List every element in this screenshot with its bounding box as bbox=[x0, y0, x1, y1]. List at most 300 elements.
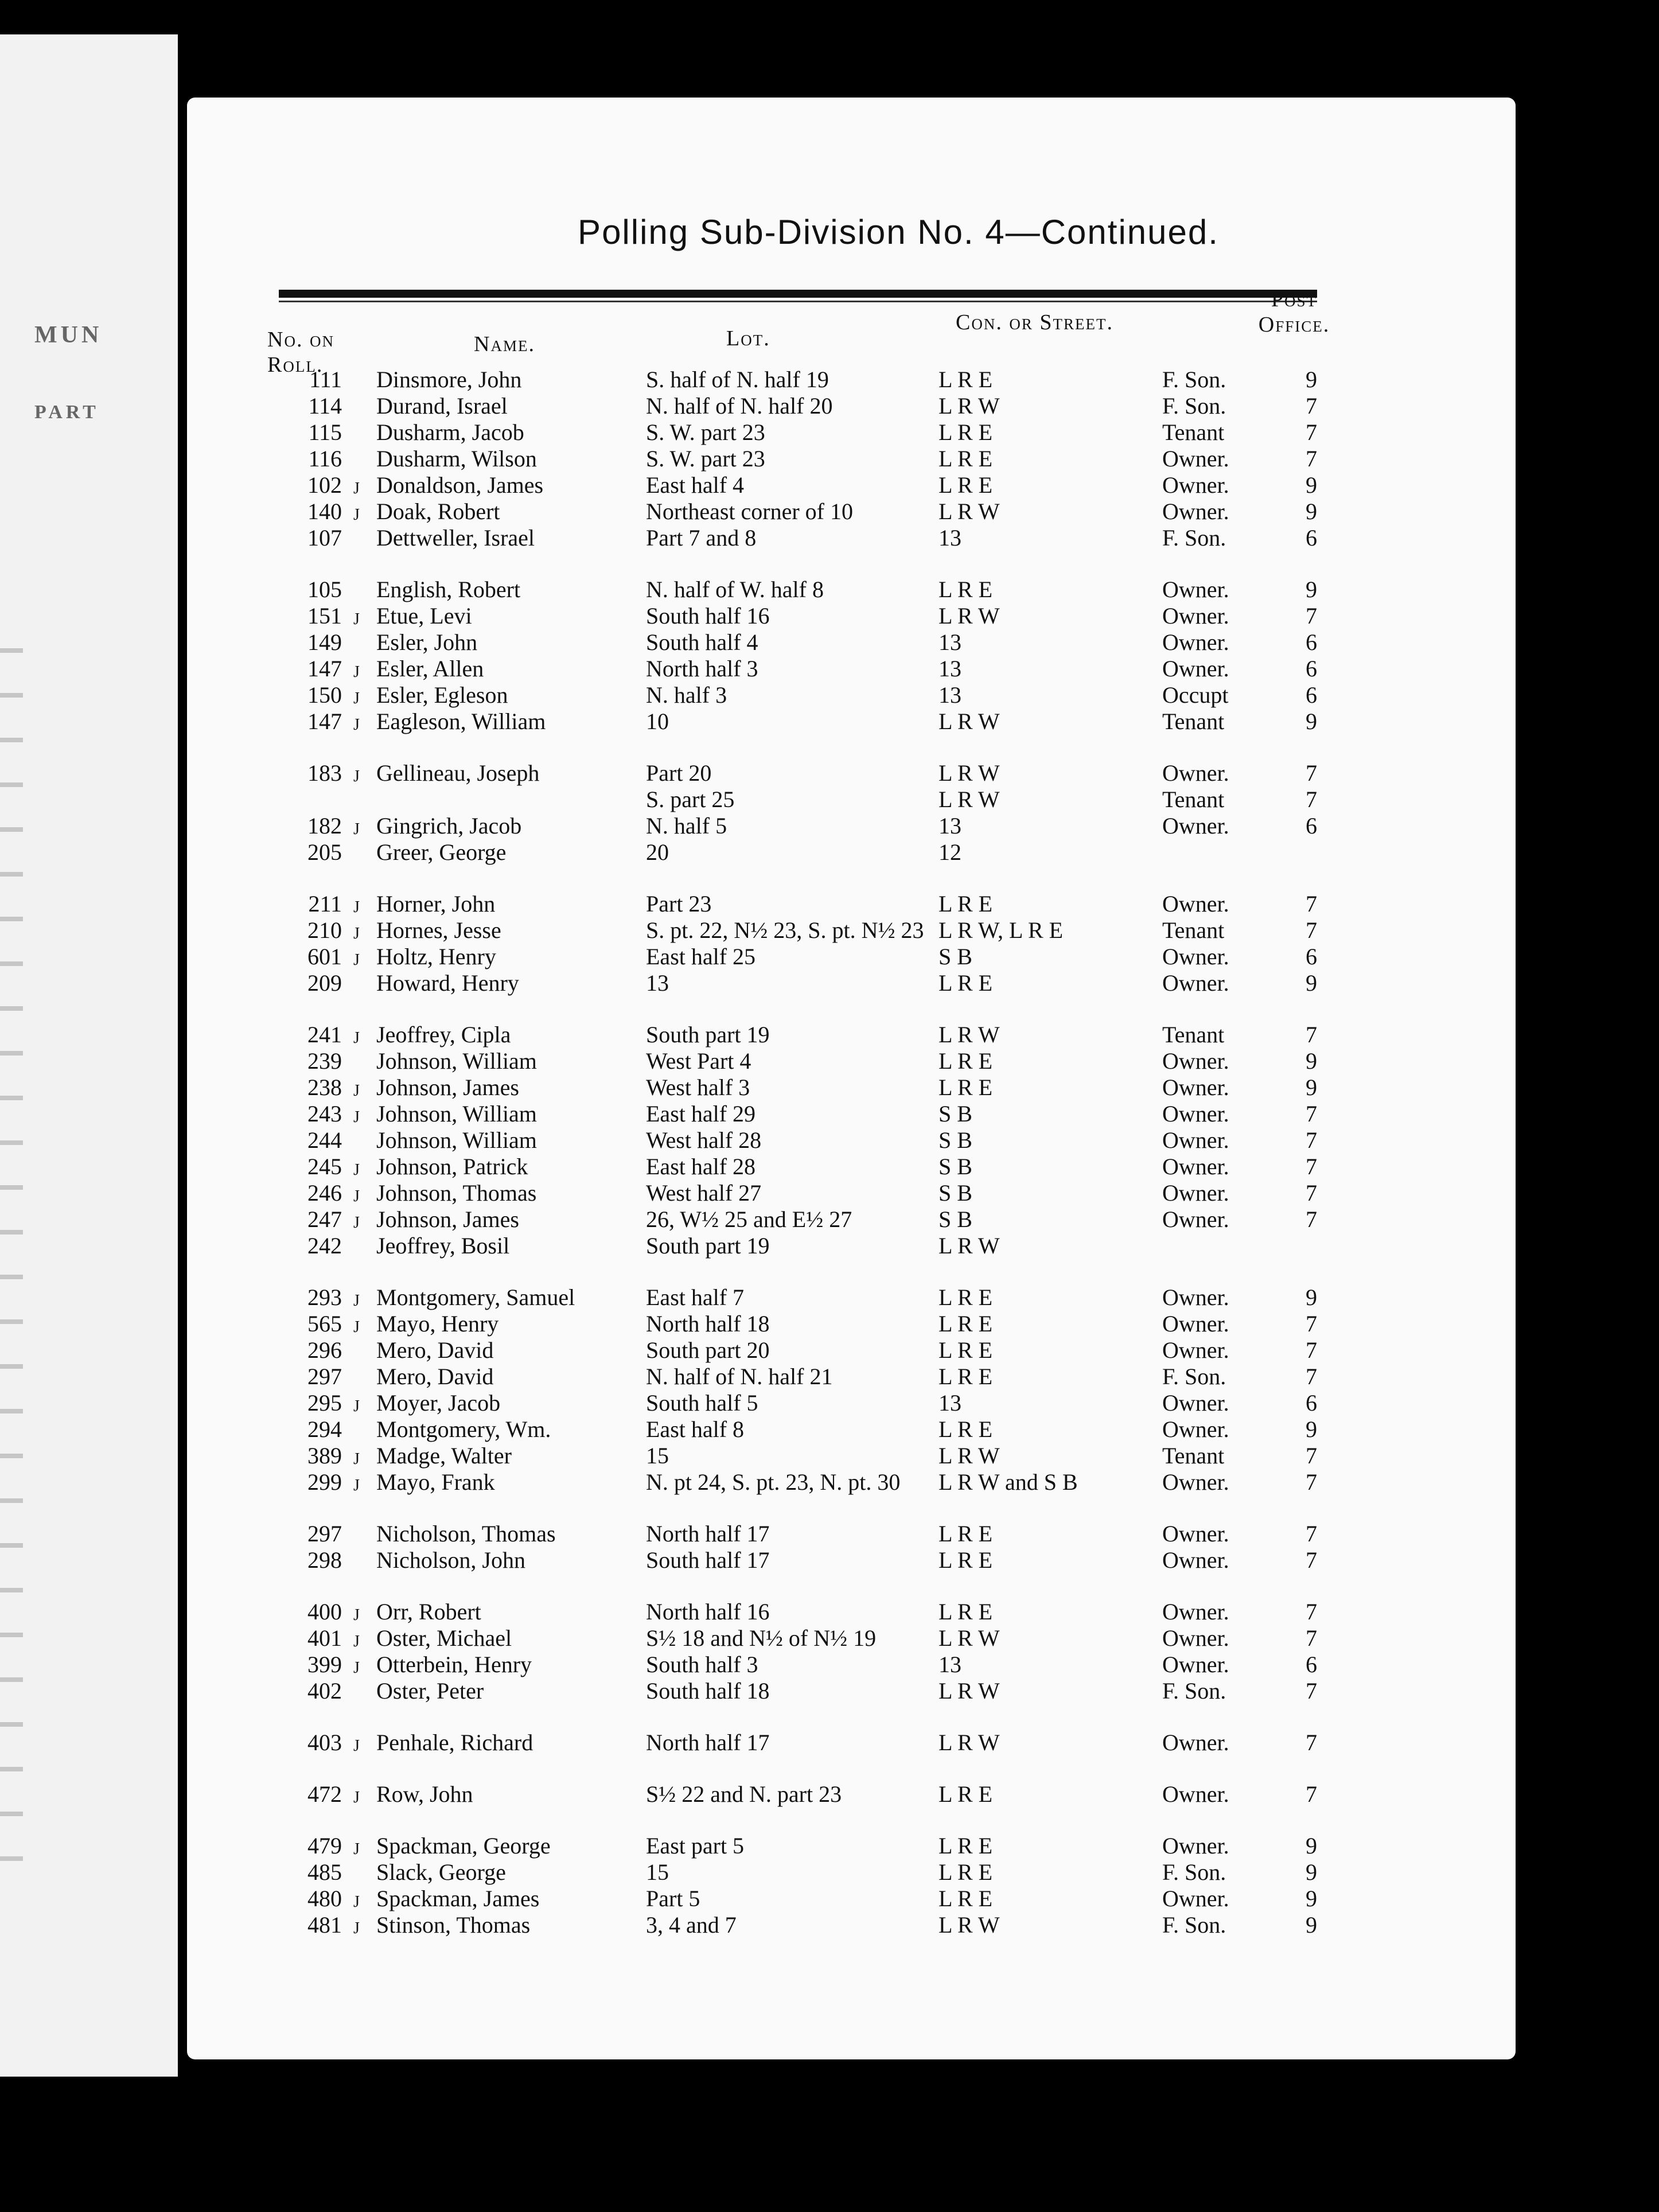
post-office-number: 7 bbox=[1306, 446, 1317, 472]
post-office-number: 6 bbox=[1306, 682, 1317, 708]
roll-number: 402 bbox=[307, 1678, 342, 1704]
voter-status: Owner. bbox=[1162, 1730, 1229, 1755]
juror-mark: J bbox=[353, 1397, 360, 1415]
lot-description: 20 bbox=[646, 839, 669, 865]
voter-status: Owner. bbox=[1162, 1101, 1229, 1127]
concession-street: 13 bbox=[938, 656, 961, 681]
juror-mark: J bbox=[353, 1161, 360, 1179]
lot-description: N. half of W. half 8 bbox=[646, 577, 824, 602]
concession-street: 13 bbox=[938, 1652, 961, 1677]
table-row bbox=[187, 813, 1516, 839]
juror-mark: J bbox=[353, 1893, 360, 1911]
lot-description: South half 17 bbox=[646, 1547, 770, 1573]
voter-name: Dusharm, Wilson bbox=[376, 446, 537, 472]
voter-name: Johnson, William bbox=[376, 1127, 537, 1153]
lot-description: 26, W½ 25 and E½ 27 bbox=[646, 1206, 852, 1232]
voter-status: Owner. bbox=[1162, 1652, 1229, 1677]
table-row bbox=[187, 1913, 1516, 1938]
table-row bbox=[187, 499, 1516, 524]
juror-mark: J bbox=[353, 690, 360, 707]
voter-status: Owner. bbox=[1162, 813, 1229, 839]
juror-mark: J bbox=[353, 1214, 360, 1232]
lot-description: 13 bbox=[646, 970, 669, 996]
voter-status: Owner. bbox=[1162, 1154, 1229, 1179]
post-office-number: 7 bbox=[1306, 1730, 1317, 1755]
roll-number: 485 bbox=[307, 1859, 342, 1885]
table-row bbox=[187, 1207, 1516, 1232]
table-row bbox=[187, 683, 1516, 708]
concession-street: L R E bbox=[938, 1048, 993, 1074]
concession-street: L R W bbox=[938, 1233, 1000, 1259]
concession-street: L R W bbox=[938, 1730, 1000, 1755]
roll-number: 293 bbox=[307, 1284, 342, 1310]
voter-name: Esler, Allen bbox=[376, 656, 484, 681]
voter-name: Montgomery, Wm. bbox=[376, 1416, 551, 1442]
concession-street: L R W bbox=[938, 393, 1000, 419]
roll-number: 399 bbox=[307, 1652, 342, 1677]
voter-status: Tenant bbox=[1162, 786, 1225, 812]
voter-name: Dusharm, Jacob bbox=[376, 419, 524, 445]
left-page-heading-fragment: MUN bbox=[34, 322, 103, 348]
lot-description: South half 18 bbox=[646, 1678, 770, 1704]
roll-number: 295 bbox=[307, 1390, 342, 1416]
table-row bbox=[187, 1626, 1516, 1651]
post-office-number: 9 bbox=[1306, 577, 1317, 602]
concession-street: L R E bbox=[938, 419, 993, 445]
table-row bbox=[187, 1833, 1516, 1859]
post-office-number: 7 bbox=[1306, 1547, 1317, 1573]
voter-status: Owner. bbox=[1162, 1284, 1229, 1310]
juror-mark: J bbox=[353, 1737, 360, 1755]
voter-name: Moyer, Jacob bbox=[376, 1390, 501, 1416]
title-rule bbox=[279, 290, 1317, 298]
lot-description: West half 28 bbox=[646, 1127, 762, 1153]
voter-name: Madge, Walter bbox=[376, 1443, 512, 1469]
lot-description: East half 25 bbox=[646, 944, 756, 969]
juror-mark: J bbox=[353, 1187, 360, 1205]
post-office-number: 7 bbox=[1306, 1521, 1317, 1547]
concession-street: 13 bbox=[938, 813, 961, 839]
voter-status: Owner. bbox=[1162, 1337, 1229, 1363]
concession-street: 13 bbox=[938, 629, 961, 655]
table-row bbox=[187, 473, 1516, 498]
voter-name: Mero, David bbox=[376, 1337, 494, 1363]
post-office-number: 7 bbox=[1306, 917, 1317, 943]
table-row bbox=[187, 1443, 1516, 1469]
concession-street: L R W bbox=[938, 603, 1000, 629]
lot-description: 15 bbox=[646, 1859, 669, 1885]
concession-street: S B bbox=[938, 944, 972, 969]
voter-name: Mero, David bbox=[376, 1364, 494, 1389]
voter-name: Johnson, Thomas bbox=[376, 1180, 537, 1206]
post-office-number: 7 bbox=[1306, 1364, 1317, 1389]
concession-street: L R E bbox=[938, 1311, 993, 1337]
roll-number: 205 bbox=[307, 839, 342, 865]
voter-status: Owner. bbox=[1162, 603, 1229, 629]
concession-street: L R E bbox=[938, 367, 993, 392]
lot-description: East half 4 bbox=[646, 472, 745, 498]
table-row bbox=[187, 1338, 1516, 1363]
post-office-number: 9 bbox=[1306, 499, 1317, 524]
concession-street: L R E bbox=[938, 970, 993, 996]
table-row bbox=[187, 1233, 1516, 1259]
lot-description: S½ 18 and N½ of N½ 19 bbox=[646, 1625, 877, 1651]
voter-status: Owner. bbox=[1162, 1781, 1229, 1807]
juror-mark: J bbox=[353, 610, 360, 628]
post-office-number: 7 bbox=[1306, 603, 1317, 629]
voter-status: F. Son. bbox=[1162, 1678, 1226, 1704]
voter-status: Owner. bbox=[1162, 446, 1229, 472]
page-title: Polling Sub-Division No. 4—Continued. bbox=[578, 213, 1219, 251]
juror-mark: J bbox=[353, 1450, 360, 1468]
voter-name: Johnson, James bbox=[376, 1074, 519, 1100]
lot-description: Part 23 bbox=[646, 891, 712, 917]
voter-name: Hornes, Jesse bbox=[376, 917, 501, 943]
roll-number: 149 bbox=[307, 629, 342, 655]
table-row bbox=[187, 1886, 1516, 1911]
juror-mark: J bbox=[353, 1108, 360, 1126]
lot-description: S½ 22 and N. part 23 bbox=[646, 1781, 842, 1807]
concession-street: L R E bbox=[938, 1833, 993, 1859]
voter-name: Horner, John bbox=[376, 891, 496, 917]
voter-name: Howard, Henry bbox=[376, 970, 519, 996]
juror-mark: J bbox=[353, 951, 360, 969]
table-row bbox=[187, 1730, 1516, 1755]
lot-description: Part 7 and 8 bbox=[646, 525, 757, 551]
voter-name: Eagleson, William bbox=[376, 708, 546, 734]
table-row bbox=[187, 787, 1516, 812]
lot-description: S. part 25 bbox=[646, 786, 735, 812]
juror-mark: J bbox=[353, 820, 360, 838]
table-row bbox=[187, 446, 1516, 472]
voter-status: F. Son. bbox=[1162, 393, 1226, 419]
voter-name: Stinson, Thomas bbox=[376, 1912, 531, 1938]
voter-name: Holtz, Henry bbox=[376, 944, 496, 969]
table-row bbox=[187, 971, 1516, 996]
post-office-number: 7 bbox=[1306, 1154, 1317, 1179]
concession-street: 13 bbox=[938, 1390, 961, 1416]
title-rule-thin bbox=[279, 301, 1317, 302]
header-con-street: Con. or Street. bbox=[956, 310, 1113, 334]
voter-status: Owner. bbox=[1162, 499, 1229, 524]
roll-number: 140 bbox=[307, 499, 342, 524]
lot-description: North half 16 bbox=[646, 1599, 770, 1625]
voter-name: Oster, Michael bbox=[376, 1625, 512, 1651]
lot-description: S. W. part 23 bbox=[646, 446, 765, 472]
table-row bbox=[187, 1154, 1516, 1179]
lot-description: East half 29 bbox=[646, 1101, 756, 1127]
roll-number: 183 bbox=[307, 760, 342, 786]
concession-street: L R E bbox=[938, 1886, 993, 1911]
header-lot: Lot. bbox=[726, 326, 770, 351]
lot-description: South half 3 bbox=[646, 1652, 758, 1677]
lot-description: South half 4 bbox=[646, 629, 758, 655]
post-office-number: 7 bbox=[1306, 1180, 1317, 1206]
roll-number: 294 bbox=[307, 1416, 342, 1442]
juror-mark: J bbox=[353, 925, 360, 943]
post-office-number: 7 bbox=[1306, 891, 1317, 917]
voter-status: Owner. bbox=[1162, 891, 1229, 917]
post-office-number: 9 bbox=[1306, 1886, 1317, 1911]
roll-number: 210 bbox=[307, 917, 342, 943]
concession-street: S B bbox=[938, 1180, 972, 1206]
juror-mark: J bbox=[353, 1789, 360, 1806]
voter-status: F. Son. bbox=[1162, 525, 1226, 551]
concession-street: L R E bbox=[938, 1416, 993, 1442]
post-office-number: 9 bbox=[1306, 1833, 1317, 1859]
roll-number: 182 bbox=[307, 813, 342, 839]
table-row bbox=[187, 891, 1516, 917]
voter-name: Mayo, Frank bbox=[376, 1469, 495, 1495]
voter-status: Owner. bbox=[1162, 1180, 1229, 1206]
voter-status: Tenant bbox=[1162, 1443, 1225, 1469]
post-office-number: 7 bbox=[1306, 1625, 1317, 1651]
post-office-number: 9 bbox=[1306, 970, 1317, 996]
roll-number: 299 bbox=[307, 1469, 342, 1495]
post-office-number: 9 bbox=[1306, 1859, 1317, 1885]
table-row bbox=[187, 1860, 1516, 1885]
roll-number: 105 bbox=[307, 577, 342, 602]
concession-street: L R W bbox=[938, 1678, 1000, 1704]
voter-status: Owner. bbox=[1162, 577, 1229, 602]
post-office-number: 7 bbox=[1306, 1469, 1317, 1495]
roll-number: 102 bbox=[307, 472, 342, 498]
concession-street: L R W, L R E bbox=[938, 917, 1064, 943]
table-row bbox=[187, 1417, 1516, 1442]
roll-number: 147 bbox=[307, 708, 342, 734]
roll-number: 151 bbox=[307, 603, 342, 629]
lot-description: North half 18 bbox=[646, 1311, 770, 1337]
table-row bbox=[187, 840, 1516, 865]
concession-street: L R W bbox=[938, 760, 1000, 786]
roll-number: 114 bbox=[308, 393, 342, 419]
voter-name: Gellineau, Joseph bbox=[376, 760, 540, 786]
table-row bbox=[187, 1470, 1516, 1495]
post-office-number: 6 bbox=[1306, 944, 1317, 969]
roll-number: 297 bbox=[307, 1521, 342, 1547]
voter-name: Gingrich, Jacob bbox=[376, 813, 522, 839]
lot-description: N. half of N. half 21 bbox=[646, 1364, 833, 1389]
voter-name: Spackman, George bbox=[376, 1833, 551, 1859]
voter-name: Doak, Robert bbox=[376, 499, 500, 524]
roll-number: 247 bbox=[307, 1206, 342, 1232]
post-office-number: 9 bbox=[1306, 367, 1317, 392]
voter-status: Owner. bbox=[1162, 944, 1229, 969]
concession-street: L R E bbox=[938, 1364, 993, 1389]
roll-number: 296 bbox=[307, 1337, 342, 1363]
voter-name: Johnson, William bbox=[376, 1101, 537, 1127]
post-office-number: 7 bbox=[1306, 1311, 1317, 1337]
post-office-number: 7 bbox=[1306, 419, 1317, 445]
roll-number: 147 bbox=[307, 656, 342, 681]
voter-name: Esler, Egleson bbox=[376, 682, 508, 708]
voter-name: Durand, Israel bbox=[376, 393, 508, 419]
table-row bbox=[187, 761, 1516, 786]
roll-number: 479 bbox=[307, 1833, 342, 1859]
juror-mark: J bbox=[353, 1477, 360, 1494]
post-office-number: 9 bbox=[1306, 472, 1317, 498]
voter-status: Tenant bbox=[1162, 419, 1225, 445]
voter-name: Esler, John bbox=[376, 629, 478, 655]
lot-description: N. half 3 bbox=[646, 682, 727, 708]
voter-status: Owner. bbox=[1162, 1625, 1229, 1651]
lot-description: South part 19 bbox=[646, 1233, 770, 1259]
roll-number: 601 bbox=[307, 944, 342, 969]
roll-number: 389 bbox=[307, 1443, 342, 1469]
table-row bbox=[187, 394, 1516, 419]
post-office-number: 6 bbox=[1306, 1652, 1317, 1677]
juror-mark: J bbox=[353, 1082, 360, 1100]
post-office-number: 7 bbox=[1306, 1206, 1317, 1232]
voter-name: Dettweller, Israel bbox=[376, 525, 535, 551]
roll-number: 401 bbox=[307, 1625, 342, 1651]
voter-status: Owner. bbox=[1162, 1206, 1229, 1232]
table-row bbox=[187, 1652, 1516, 1677]
post-office-number: 6 bbox=[1306, 813, 1317, 839]
concession-street: L R W bbox=[938, 1912, 1000, 1938]
juror-mark: J bbox=[353, 1633, 360, 1650]
post-office-number: 7 bbox=[1306, 1443, 1317, 1469]
table-row bbox=[187, 1548, 1516, 1573]
table-row bbox=[187, 656, 1516, 681]
voter-name: Etue, Levi bbox=[376, 603, 472, 629]
voter-status: F. Son. bbox=[1162, 1364, 1226, 1389]
table-row bbox=[187, 630, 1516, 655]
voter-status: Owner. bbox=[1162, 760, 1229, 786]
lot-description: N. half of N. half 20 bbox=[646, 393, 833, 419]
voter-name: Otterbein, Henry bbox=[376, 1652, 532, 1677]
table-row bbox=[187, 1391, 1516, 1416]
concession-street: L R E bbox=[938, 1337, 993, 1363]
lot-description: East half 28 bbox=[646, 1154, 756, 1179]
left-page-text-bleed bbox=[0, 608, 23, 1870]
concession-street: L R E bbox=[938, 1284, 993, 1310]
post-office-number: 7 bbox=[1306, 786, 1317, 812]
post-office-number: 7 bbox=[1306, 1678, 1317, 1704]
voter-status: Owner. bbox=[1162, 656, 1229, 681]
concession-street: S B bbox=[938, 1154, 972, 1179]
voter-name: Montgomery, Samuel bbox=[376, 1284, 575, 1310]
lot-description: S. pt. 22, N½ 23, S. pt. N½ 23 bbox=[646, 917, 924, 943]
juror-mark: J bbox=[353, 716, 360, 734]
concession-street: L R E bbox=[938, 1859, 993, 1885]
post-office-number: 6 bbox=[1306, 656, 1317, 681]
header-roll: No. on Roll. bbox=[267, 328, 334, 377]
voter-name: Oster, Peter bbox=[376, 1678, 484, 1704]
table-row bbox=[187, 1311, 1516, 1337]
table-row bbox=[187, 1181, 1516, 1206]
table-row bbox=[187, 1101, 1516, 1127]
table-row bbox=[187, 603, 1516, 629]
roll-number: 209 bbox=[307, 970, 342, 996]
document-page bbox=[187, 98, 1516, 2059]
post-office-number: 7 bbox=[1306, 393, 1317, 419]
table-row bbox=[187, 367, 1516, 392]
voter-name: Johnson, James bbox=[376, 1206, 519, 1232]
voter-name: Dinsmore, John bbox=[376, 367, 522, 392]
voter-status: Tenant bbox=[1162, 708, 1225, 734]
voter-status: Owner. bbox=[1162, 1127, 1229, 1153]
lot-description: N. half 5 bbox=[646, 813, 727, 839]
concession-street: L R W bbox=[938, 499, 1000, 524]
post-office-number: 7 bbox=[1306, 760, 1317, 786]
voter-name: Johnson, Patrick bbox=[376, 1154, 528, 1179]
concession-street: L R E bbox=[938, 472, 993, 498]
table-row bbox=[187, 709, 1516, 734]
roll-number: 211 bbox=[308, 891, 342, 917]
table-row bbox=[187, 918, 1516, 943]
lot-description: North half 17 bbox=[646, 1730, 770, 1755]
lot-description: East half 7 bbox=[646, 1284, 745, 1310]
post-office-number: 7 bbox=[1306, 1101, 1317, 1127]
concession-street: L R E bbox=[938, 1074, 993, 1100]
juror-mark: J bbox=[353, 480, 360, 497]
table-row bbox=[187, 1049, 1516, 1074]
concession-street: L R E bbox=[938, 1521, 993, 1547]
post-office-number: 7 bbox=[1306, 1127, 1317, 1153]
voter-name: Orr, Robert bbox=[376, 1599, 481, 1625]
lot-description: Part 20 bbox=[646, 760, 712, 786]
juror-mark: J bbox=[353, 1606, 360, 1624]
post-office-number: 9 bbox=[1306, 1074, 1317, 1100]
roll-number: 242 bbox=[307, 1233, 342, 1259]
lot-description: Northeast corner of 10 bbox=[646, 499, 853, 524]
voter-status: Tenant bbox=[1162, 917, 1225, 943]
juror-mark: J bbox=[353, 898, 360, 916]
header-post-office: Post Office. bbox=[1258, 287, 1330, 337]
concession-street: L R E bbox=[938, 446, 993, 472]
lot-description: South half 16 bbox=[646, 603, 770, 629]
table-row bbox=[187, 1285, 1516, 1310]
post-office-number: 6 bbox=[1306, 629, 1317, 655]
post-office-number: 7 bbox=[1306, 1599, 1317, 1625]
juror-mark: J bbox=[353, 663, 360, 681]
concession-street: S B bbox=[938, 1127, 972, 1153]
roll-number: 403 bbox=[307, 1730, 342, 1755]
roll-number: 298 bbox=[307, 1547, 342, 1573]
roll-number: 480 bbox=[307, 1886, 342, 1911]
voter-status: F. Son. bbox=[1162, 1859, 1226, 1885]
voter-status: Owner. bbox=[1162, 1547, 1229, 1573]
lot-description: East part 5 bbox=[646, 1833, 745, 1859]
voter-name: Nicholson, John bbox=[376, 1547, 525, 1573]
roll-number: 472 bbox=[307, 1781, 342, 1807]
table-row bbox=[187, 1599, 1516, 1625]
voter-status: Owner. bbox=[1162, 1074, 1229, 1100]
table-row bbox=[187, 420, 1516, 445]
voter-name: Row, John bbox=[376, 1781, 473, 1807]
roll-number: 244 bbox=[307, 1127, 342, 1153]
lot-description: North half 17 bbox=[646, 1521, 770, 1547]
voter-status: Owner. bbox=[1162, 1048, 1229, 1074]
lot-description: 3, 4 and 7 bbox=[646, 1912, 737, 1938]
voter-name: Spackman, James bbox=[376, 1886, 540, 1911]
table-row bbox=[187, 1521, 1516, 1547]
lot-description: South part 19 bbox=[646, 1022, 770, 1047]
roll-number: 111 bbox=[309, 367, 342, 392]
juror-mark: J bbox=[353, 1919, 360, 1937]
concession-street: L R W bbox=[938, 1022, 1000, 1047]
left-page-subheading-fragment: PART bbox=[34, 402, 99, 423]
post-office-number: 9 bbox=[1306, 1416, 1317, 1442]
lot-description: 10 bbox=[646, 708, 669, 734]
lot-description: Part 5 bbox=[646, 1886, 700, 1911]
roll-number: 150 bbox=[307, 682, 342, 708]
juror-mark: J bbox=[353, 1659, 360, 1677]
juror-mark: J bbox=[353, 768, 360, 785]
lot-description: South part 20 bbox=[646, 1337, 770, 1363]
lot-description: West half 27 bbox=[646, 1180, 762, 1206]
